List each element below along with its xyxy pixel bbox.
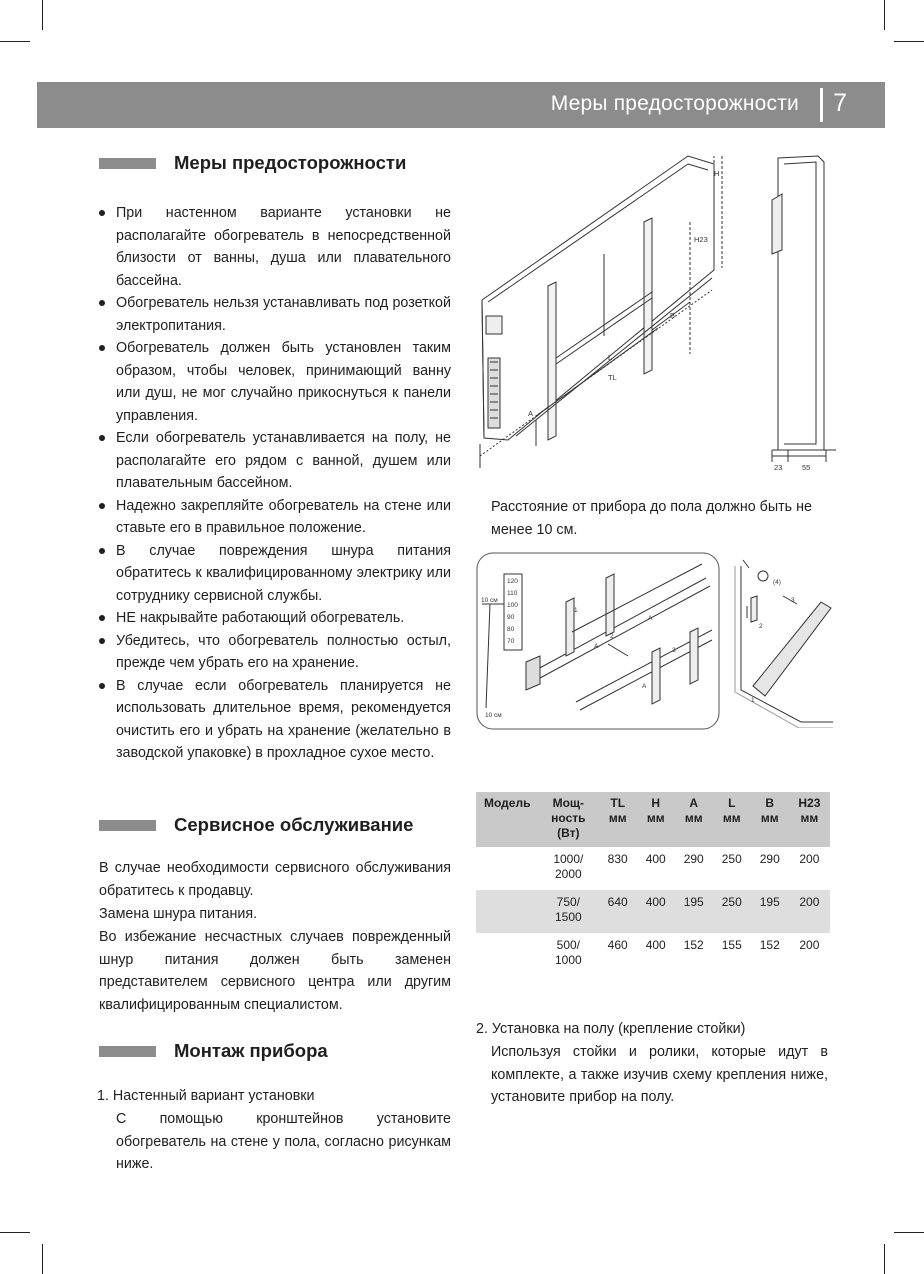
table-header-row (476, 792, 830, 847)
scale-label: 120 (507, 578, 518, 585)
col-header-h23: H23 мм (789, 792, 830, 847)
dim-label-a: A (528, 409, 534, 418)
bracket-installation-diagram (476, 552, 720, 730)
wall-mount-heading: 1. Настенный вариант установки (97, 1088, 315, 1104)
mounting-heading (99, 1040, 328, 1062)
cell-a: 290 (683, 852, 704, 866)
crop-mark (0, 41, 30, 42)
dim-label-a: A (594, 643, 599, 650)
dim-label-b: B (670, 311, 676, 320)
step-label: 2 (610, 633, 614, 640)
crop-mark (894, 1232, 924, 1233)
list-item: При настенном варианте установки не располагайте обогреватель в непосредственной близости от ванны, душа или плавательного бассейна. (97, 202, 451, 292)
floor-mount-heading: 2. Установка на полу (крепление стойки) (476, 1021, 746, 1037)
service-title: Сервисное обслуживание (174, 814, 414, 835)
crop-mark (884, 1244, 885, 1274)
cell-l: 155 (721, 938, 742, 952)
service-paragraph: Во избежание несчастных случаев поврежденный шнур питания должен быть заменен представителем сервисного центра или другим квалифицированным специалистом. (99, 929, 451, 1013)
col-header-b: B мм (751, 792, 789, 847)
dim-label-a: A (648, 615, 653, 622)
step-label: 3 (672, 647, 676, 654)
dim-label-h23: H23 (694, 235, 708, 244)
cell-l: 250 (721, 852, 742, 866)
service-paragraph: В случае необходимости сервисного обслуживания обратитесь к продавцу. (99, 860, 451, 899)
service-heading (99, 814, 413, 836)
dimensions-diagram (476, 150, 836, 476)
precautions-list (97, 202, 451, 765)
scale-label: 90 (507, 614, 515, 621)
step-label: 3 (791, 597, 795, 604)
cell-b: 152 (759, 938, 780, 952)
scale-label: 100 (507, 602, 518, 609)
col-header-l: L мм (713, 792, 751, 847)
crop-mark (894, 41, 924, 42)
cell-h: 400 (645, 938, 666, 952)
heading-bar (99, 158, 156, 169)
cell-model (476, 933, 538, 976)
scale-label: 80 (507, 626, 515, 633)
cell-h: 400 (645, 852, 666, 866)
col-header-power: Мощ- ность (Вт) (538, 792, 599, 847)
floor-mark: 10 см (485, 712, 502, 719)
dim-label-h: H (714, 169, 720, 178)
floor-mount-text: Используя стойки и ролики, которые идут в комплекте, а также изучив схему крепления ниже, установите прибор на полу. (491, 1044, 828, 1105)
cell-a: 195 (675, 890, 713, 933)
list-item: Обогреватель нельзя устанавливать под розеткой электропитания. (97, 292, 451, 337)
side-dim-left: 23 (774, 463, 783, 472)
figure-caption: Расстояние от прибора до пола должно быть не менее 10 см. (491, 499, 812, 538)
col-header-tl: TL мм (599, 792, 637, 847)
step-label: 1 (751, 697, 755, 704)
page-number: 7 (833, 89, 847, 117)
col-header-h: H мм (637, 792, 675, 847)
table-row (476, 847, 830, 890)
precautions-title: Меры предосторожности (174, 152, 407, 173)
dim-label-a: A (642, 683, 647, 690)
table-row (476, 933, 830, 976)
mounting-title: Монтаж прибора (174, 1040, 328, 1061)
scale-mark: 10 см (481, 597, 498, 604)
cell-model (476, 847, 538, 890)
scale-label: 110 (507, 590, 518, 597)
cell-tl: 460 (607, 938, 628, 952)
cell-power: 500/ 1000 (554, 938, 582, 967)
dim-label-l: L (608, 353, 613, 362)
page-header (37, 82, 885, 128)
scale-label: 70 (507, 638, 515, 645)
cell-power: 750/ 1500 (538, 890, 599, 933)
col-header-model: Модель (476, 792, 538, 847)
heading-bar (99, 820, 156, 831)
step-label: 1 (574, 607, 578, 614)
heading-bar (99, 1046, 156, 1057)
service-paragraph: Замена шнура питания. (99, 906, 258, 922)
cell-a: 152 (683, 938, 704, 952)
cell-h: 400 (637, 890, 675, 933)
cell-h23: 200 (799, 852, 820, 866)
list-item: Обогреватель должен быть установлен таким образом, чтобы человек, принимающий ванну или душ, не мог случайно прикоснуться к панели управления. (97, 337, 451, 427)
table-row (476, 890, 830, 933)
list-item: Надежно закрепляйте обогреватель на стене или ставьте его в правильное положение. (97, 495, 451, 540)
list-item: Убедитесь, что обогреватель полностью остыл, прежде чем убрать его на хранение. (97, 630, 451, 675)
header-separator (820, 88, 823, 122)
step-label: (4) (773, 579, 781, 586)
wall-mount-text: С помощью кронштейнов установите обогреватель на стене у пола, согласно рисункам ниже. (116, 1111, 451, 1172)
crop-mark (42, 1244, 43, 1274)
cell-h23: 200 (799, 938, 820, 952)
header-title: Меры предосторожности (550, 92, 799, 115)
cell-b: 195 (751, 890, 789, 933)
mounting-steps-diagram (733, 556, 835, 728)
cell-b: 290 (759, 852, 780, 866)
side-dim-right: 55 (802, 463, 811, 472)
list-item: Если обогреватель устанавливается на полу, не располагайте его рядом с ванной, душем или плавательным бассейном. (97, 427, 451, 495)
dim-label-tl: TL (608, 373, 617, 382)
col-header-a: A мм (675, 792, 713, 847)
cell-tl: 640 (599, 890, 637, 933)
precautions-heading (99, 152, 406, 174)
crop-mark (884, 0, 885, 30)
list-item: НЕ накрывайте работающий обогреватель. (97, 607, 451, 630)
spec-table (476, 792, 830, 976)
crop-mark (42, 0, 43, 30)
list-item: В случае повреждения шнура питания обратитесь к квалифицированному электрику или сотруднику сервисной службы. (97, 540, 451, 608)
step-label: 2 (759, 623, 763, 630)
list-item: В случае если обогреватель планируется не использовать длительное время, рекомендуется очистить его и убрать на хранение (желательно в заводской упаковке) в прохладное сухое место. (97, 675, 451, 765)
cell-h23: 200 (789, 890, 830, 933)
crop-mark (0, 1232, 30, 1233)
cell-model (476, 890, 538, 933)
cell-l: 250 (713, 890, 751, 933)
cell-power: 1000/ 2000 (553, 852, 584, 881)
cell-tl: 830 (607, 852, 628, 866)
